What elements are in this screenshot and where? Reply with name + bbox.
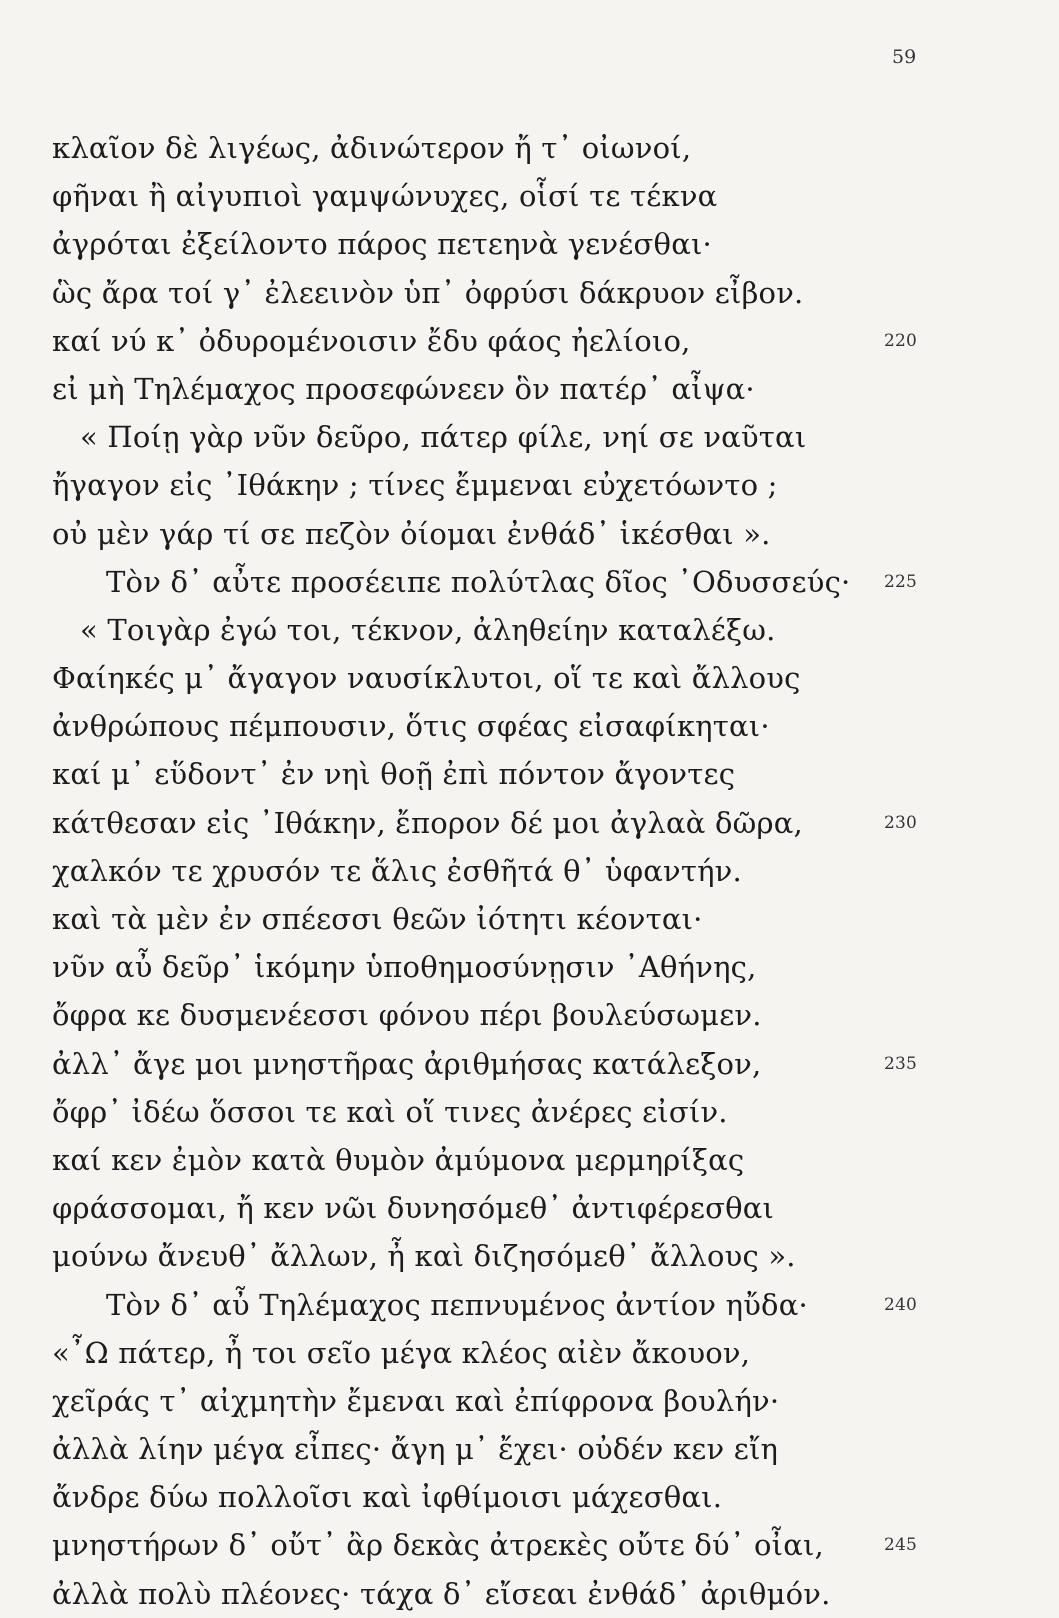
line-number: 240 (884, 1294, 918, 1315)
verse-text: ὄφρ᾽ ἰδέω ὅσσοι τε καὶ οἵ τινες ἀνέρες εἰσίν. (52, 1094, 728, 1129)
verse-line (52, 702, 932, 750)
verse-line (52, 269, 932, 317)
verse-text: φῆναι ἢ αἰγυπιοὶ γαμψώνυχες, οἷσί τε τέκνα (52, 179, 718, 214)
verse-line (52, 220, 932, 268)
verse-line (52, 1281, 932, 1329)
line-number: 245 (884, 1535, 918, 1556)
verse-text: Φαίηκές μ᾽ ἄγαγον ναυσίκλυτοι, οἵ τε καὶ ἄλλους (52, 661, 801, 696)
verse-line (52, 1184, 932, 1232)
verse-line (52, 1136, 932, 1184)
page-number: 59 (892, 46, 917, 68)
verse-text: « Τοιγὰρ ἐγώ τοι, τέκνον, ἀληθείην καταλέξω. (80, 612, 776, 647)
verse-text: εἰ μὴ Τηλέμαχος προσεφώνεεν ὃν πατέρ᾽ αἶψα· (52, 371, 755, 406)
verse-text: ἀνθρώπους πέμπουσιν, ὅτις σφέας εἰσαφίκηται· (52, 709, 770, 744)
verse-line (52, 1425, 932, 1473)
verse-text: ἀλλ᾽ ἄγε μοι μνηστῆρας ἀριθμήσας κατάλεξον, (52, 1046, 762, 1081)
verse-line (52, 1329, 932, 1377)
verse-line (52, 1040, 932, 1088)
verse-text: κάτθεσαν εἰς ᾽Ιθάκην, ἔπορον δέ μοι ἀγλαὰ δῶρα, (52, 805, 803, 840)
verse-text: μνηστήρων δ᾽ οὔτ᾽ ἂρ δεκὰς ἀτρεκὲς οὔτε δύ᾽ οἶαι, (52, 1528, 824, 1563)
verse-line (52, 799, 932, 847)
verse-text: Τὸν δ᾽ αὖ Τηλέμαχος πεπνυμένος ἀντίον ηὔδα· (106, 1287, 808, 1322)
verse-line (52, 1088, 932, 1136)
verse-text: νῦν αὖ δεῦρ᾽ ἱκόμην ὑποθημοσύνῃσιν ᾽Αθήνης, (52, 950, 757, 985)
verse-line (52, 750, 932, 798)
verse-line (52, 461, 932, 509)
verse-text: οὐ μὲν γάρ τί σε πεζὸν ὀίομαι ἐνθάδ᾽ ἱκέσθαι ». (52, 516, 771, 551)
verse-line (52, 991, 932, 1039)
verse-text: ἀγρόται ἐξείλοντο πάρος πετεηνὰ γενέσθαι· (52, 227, 712, 262)
verse-line (52, 1521, 932, 1569)
verse-line (52, 124, 932, 172)
verse-text: «῏Ω πάτερ, ἦ τοι σεῖο μέγα κλέος αἰὲν ἄκουον, (52, 1335, 751, 1370)
line-number: 235 (884, 1053, 918, 1074)
verse-text: κλαῖον δὲ λιγέως, ἀδινώτερον ἤ τ᾽ οἰωνοί, (52, 131, 692, 165)
verse-text: καί νύ κ᾽ ὀδυρομένοισιν ἔδυ φάος ἠελίοιο, (52, 323, 691, 358)
line-number: 225 (884, 571, 918, 592)
line-number: 230 (884, 812, 918, 833)
verse-line (52, 1473, 932, 1521)
verse-text: ἄνδρε δύω πολλοῖσι καὶ ἰφθίμοισι μάχεσθαι. (52, 1480, 723, 1515)
verse-line (52, 365, 932, 413)
verse-text: ὣς ἄρα τοί γ᾽ ἐλεεινὸν ὑπ᾽ ὀφρύσι δάκρυον εἶβον. (52, 275, 804, 310)
verse-text: ἀλλὰ λίην μέγα εἶπες· ἄγη μ᾽ ἔχει· οὐδέν κεν εἴη (52, 1432, 779, 1467)
verse-line (52, 606, 932, 654)
verse-text: ἀλλὰ πολὺ πλέονες· τάχα δ᾽ εἴσεαι ἐνθάδ᾽ ἀριθμόν. (52, 1576, 831, 1611)
verse-line (52, 1377, 932, 1425)
verse-text: ὄφρα κε δυσμενέεσσι φόνου πέρι βουλεύσωμεν. (52, 998, 762, 1033)
verse-line (52, 943, 932, 991)
verse-text: χαλκόν τε χρυσόν τε ἅλις ἐσθῆτά θ᾽ ὑφαντήν. (52, 853, 742, 888)
verse-line (52, 847, 932, 895)
verse-text: καί μ᾽ εὕδοντ᾽ ἐν νηὶ θοῇ ἐπὶ πόντον ἄγοντες (52, 757, 736, 792)
verse-text: καί κεν ἐμὸν κατὰ θυμὸν ἀμύμονα μερμηρίξας (52, 1142, 745, 1177)
verse-line (52, 895, 932, 943)
verse-line (52, 1570, 932, 1618)
verse-line (52, 413, 932, 461)
verse-text: μούνω ἄνευθ᾽ ἄλλων, ἦ καὶ διζησόμεθ᾽ ἄλλους ». (52, 1239, 796, 1274)
verse-text: φράσσομαι, ἤ κεν νῶι δυνησόμεθ᾽ ἀντιφέρεσθαι (52, 1191, 775, 1226)
verse-text: χεῖράς τ᾽ αἰχμητὴν ἔμεναι καὶ ἐπίφρονα βουλήν· (52, 1383, 780, 1418)
verse-line (52, 172, 932, 220)
verse-text: καὶ τὰ μὲν ἐν σπέεσσι θεῶν ἰότητι κέονται· (52, 902, 703, 936)
verse-line (52, 510, 932, 558)
line-number: 220 (884, 330, 918, 351)
verse-line (52, 654, 932, 702)
verse-line (52, 558, 932, 606)
verse-line (52, 1232, 932, 1280)
verse-line (52, 317, 932, 365)
verse-text: « Ποίῃ γὰρ νῦν δεῦρο, πάτερ φίλε, νηί σε ναῦται (80, 420, 807, 455)
verse-text-block (52, 124, 932, 1618)
verse-text: ἤγαγον εἰς ᾽Ιθάκην ; τίνες ἔμμεναι εὐχετόωντο ; (52, 468, 778, 503)
verse-text: Τὸν δ᾽ αὖτε προσέειπε πολύτλας δῖος ᾽Οδυσσεύς· (106, 564, 851, 599)
